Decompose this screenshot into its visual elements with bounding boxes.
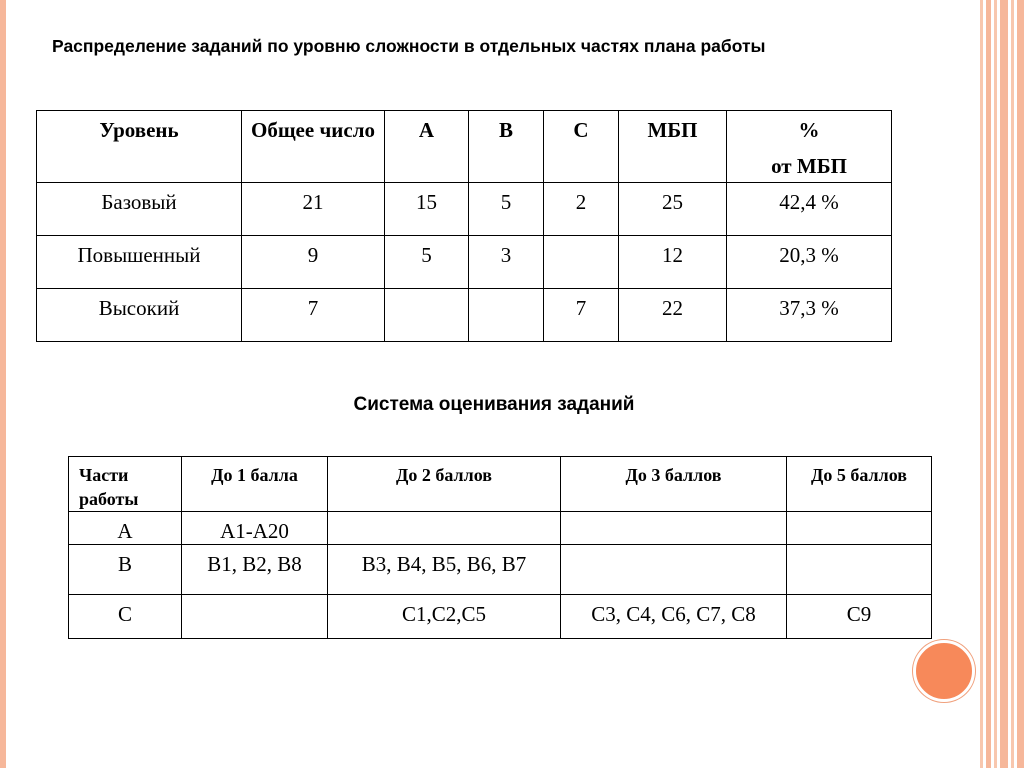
table-cell: С3, С4, С6, С7, С8 [561, 595, 787, 639]
table-cell: 25 [619, 183, 727, 236]
right-decor-stripes [980, 0, 1024, 768]
table-cell: С [69, 595, 182, 639]
table-cell: 3 [469, 236, 544, 289]
table-cell: 22 [619, 289, 727, 342]
table-cell: С9 [787, 595, 932, 639]
table-row [37, 289, 892, 342]
section-title: Система оценивания заданий [353, 394, 635, 415]
table-cell: Повышенный [37, 236, 242, 289]
table-cell: 5 [385, 236, 469, 289]
table-cell: В [69, 545, 182, 595]
levels-table [36, 110, 892, 342]
table-cell: В1, В2, В8 [182, 545, 328, 595]
header-cell: До 1 балла [182, 457, 328, 512]
table-cell: 42,4 % [727, 183, 892, 236]
header-cell: В [469, 111, 544, 183]
table-cell [561, 545, 787, 595]
table-cell [328, 512, 561, 545]
table-cell: 2 [544, 183, 619, 236]
decor-circle [913, 640, 975, 702]
header-cell: Части работы [69, 457, 182, 512]
header-cell: С [544, 111, 619, 183]
table-row [69, 595, 932, 639]
table-cell: 5 [469, 183, 544, 236]
table-cell [544, 236, 619, 289]
left-decor-stripe [0, 0, 6, 768]
percent-header: % [798, 118, 820, 142]
table-cell: С1,С2,С5 [328, 595, 561, 639]
scoring-table [68, 456, 932, 639]
header-cell: До 2 баллов [328, 457, 561, 512]
table-row [37, 183, 892, 236]
table-cell: В3, В4, В5, В6, В7 [328, 545, 561, 595]
header-cell: До 5 баллов [787, 457, 932, 512]
table-header-row [69, 457, 932, 512]
table-cell [385, 289, 469, 342]
header-cell: Уровень [37, 111, 242, 183]
table-cell: 7 [242, 289, 385, 342]
table-cell: 9 [242, 236, 385, 289]
table-cell [787, 512, 932, 545]
header-cell [727, 111, 892, 183]
table-cell [469, 289, 544, 342]
percent-header-sub: от МБП [771, 154, 847, 178]
table-row [69, 512, 932, 545]
header-cell: А [385, 111, 469, 183]
table-row [69, 545, 932, 595]
table-cell: 21 [242, 183, 385, 236]
table-cell [787, 545, 932, 595]
table-cell: А [69, 512, 182, 545]
header-cell: До 3 баллов [561, 457, 787, 512]
header-cell: Общее число [242, 111, 385, 183]
table-cell: 7 [544, 289, 619, 342]
table-cell [182, 595, 328, 639]
table-header-row [37, 111, 892, 183]
table-cell: 20,3 % [727, 236, 892, 289]
table-cell: Базовый [37, 183, 242, 236]
table-cell [561, 512, 787, 545]
table-cell: 37,3 % [727, 289, 892, 342]
table-cell: Высокий [37, 289, 242, 342]
table-cell: 15 [385, 183, 469, 236]
table-cell: А1-А20 [182, 512, 328, 545]
table-cell: 12 [619, 236, 727, 289]
header-cell: МБП [619, 111, 727, 183]
slide-title: Распределение заданий по уровню сложности в отдельных частях плана работы [52, 36, 766, 56]
table-row [37, 236, 892, 289]
